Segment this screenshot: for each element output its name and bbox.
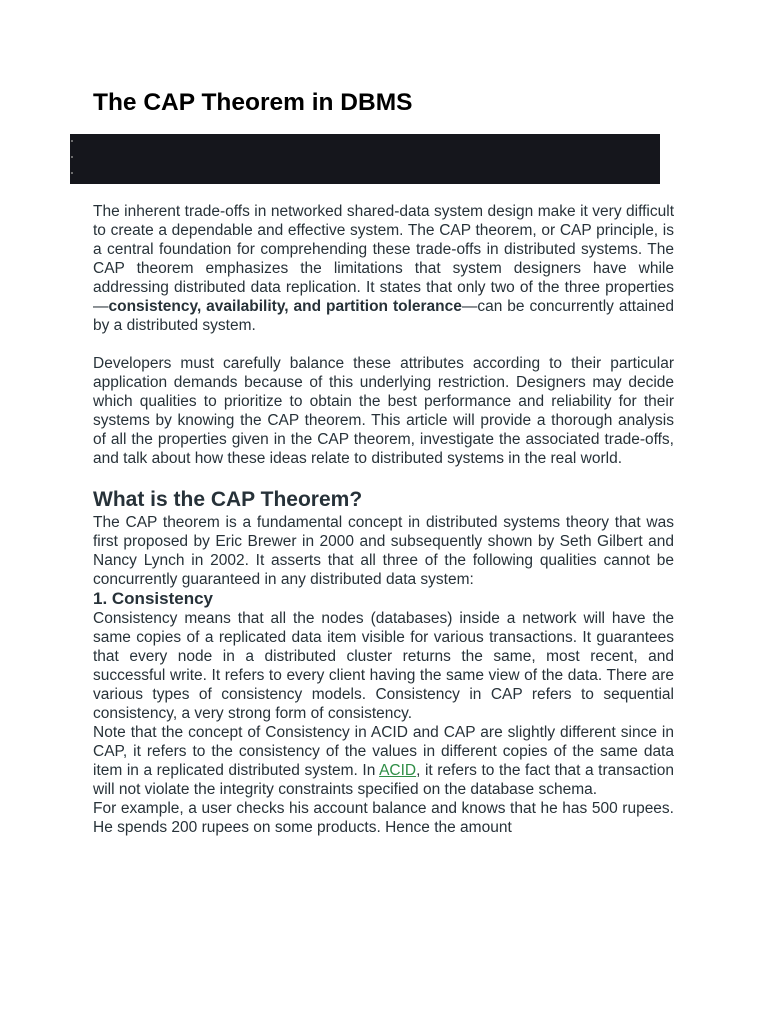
section-heading: What is the CAP Theorem? <box>93 488 363 511</box>
article-body <box>93 202 674 837</box>
note-text-end: , it refers to the fact that a transaction will not violate the integrity constraints specified on the database schema. <box>93 762 674 798</box>
bullet-dot <box>71 172 73 174</box>
intro-bold-text: consistency, availability, and partition tolerance <box>108 298 462 315</box>
intro-paragraph <box>93 202 674 335</box>
second-paragraph: Developers must carefully balance these attributes according to their particular application demands because of this underlying restriction. Designers may decide which qualities to prioritize to obtain the best performance and reliability for their systems by knowing the CAP theorem. This article will provide a thorough analysis of all the properties given in the CAP theorem, investigate the associated trade-offs, and talk about how these ideas relate to distributed systems in the real world. <box>93 355 674 467</box>
example-paragraph: For example, a user checks his account balance and knows that he has 500 rupees. He spends 200 rupees on some products. Hence the amount <box>93 800 674 836</box>
note-text: Note that the concept of Consistency in ACID and CAP are slightly different since in CAP, it refers to the consistency of the values in different copies of the same data item in a replicated distributed system. In <box>93 724 674 779</box>
intro-text-end: —can be concurrently attained by a distributed system. <box>93 298 674 334</box>
bullet-dot <box>71 140 73 142</box>
consistency-paragraph: Consistency means that all the nodes (databases) inside a network will have the same copies of a replicated data item visible for various transactions. It guarantees that every node in a distributed cluster returns the same, most recent, and successful write. It refers to every client having the same view of the data. There are various types of consistency models. Consistency in CAP refers to sequential consistency, a very strong form of consistency. <box>93 610 674 722</box>
consistency-heading: 1. Consistency <box>93 589 213 608</box>
note-paragraph <box>93 723 674 799</box>
bullet-dot <box>71 156 73 158</box>
embedded-media-bar <box>70 134 660 184</box>
section-paragraph: The CAP theorem is a fundamental concept in distributed systems theory that was first proposed by Eric Brewer in 2000 and subsequently shown by Seth Gilbert and Nancy Lynch in 2002. It asserts that all three of the following qualities cannot be concurrently guaranteed in any distributed data system: <box>93 514 674 588</box>
acid-link[interactable]: ACID <box>379 762 417 779</box>
intro-text: The inherent trade-offs in networked shared-data system design make it very difficult to create a dependable and effective system. The CAP theorem, or CAP principle, is a central foundation for comprehending these trade-offs in distributed systems. The CAP theorem emphasizes the limitations that system designers have while addressing distributed data replication. It states that only two of the three properties— <box>93 203 674 315</box>
page-title: The CAP Theorem in DBMS <box>93 89 413 116</box>
